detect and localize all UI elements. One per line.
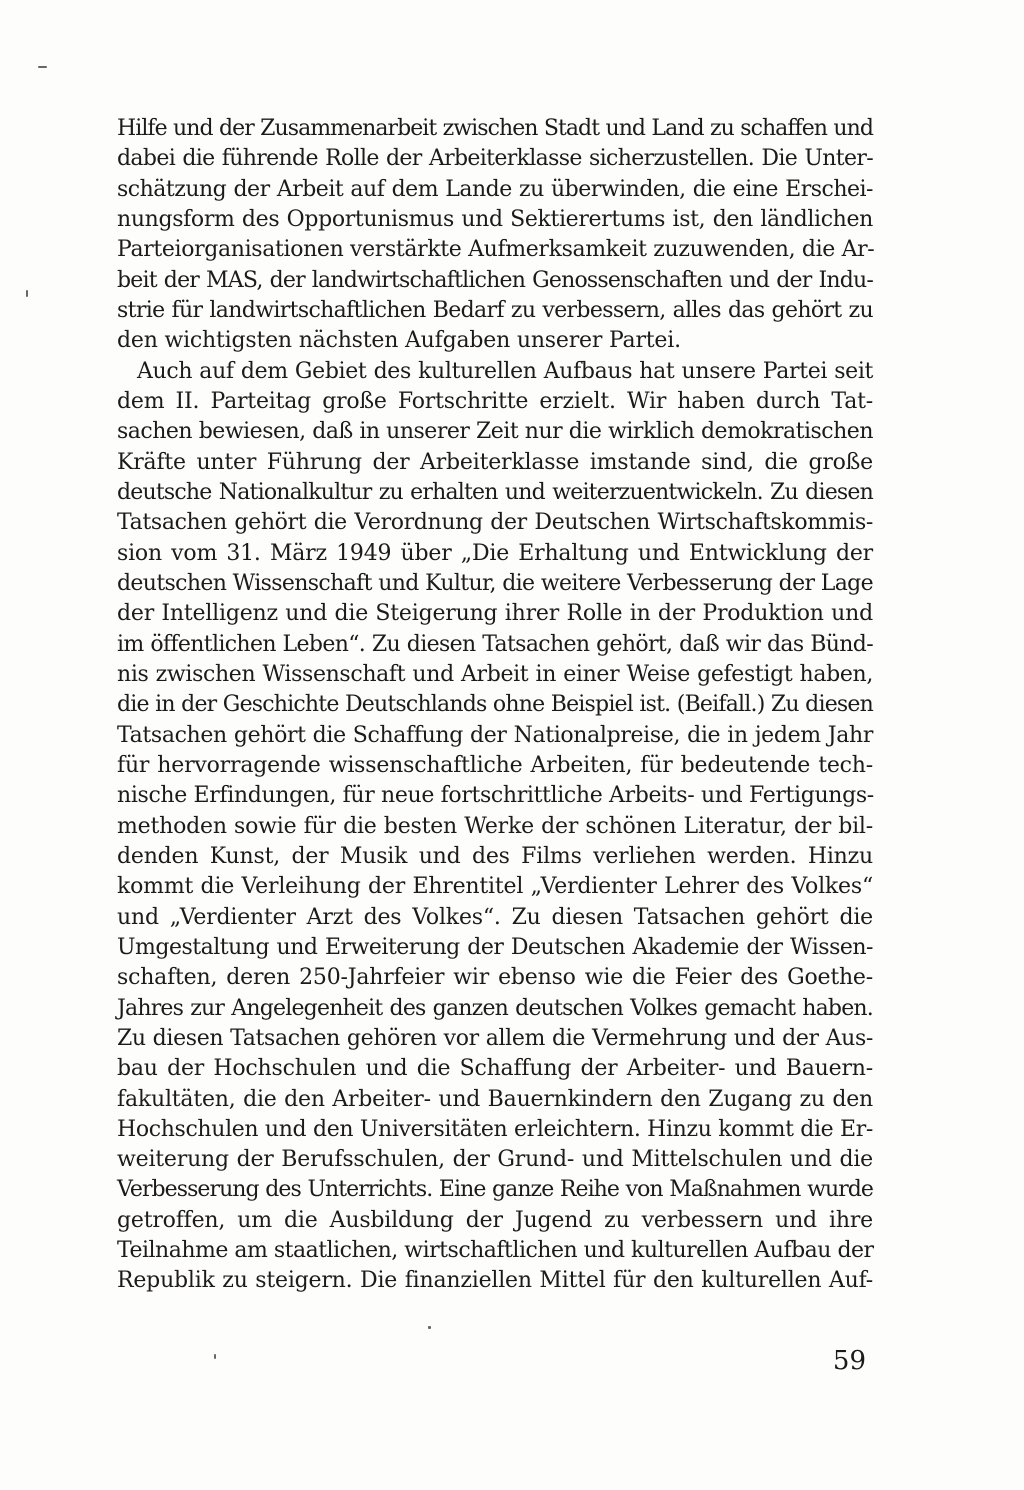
text-line: Jahres zur Angelegenheit des ganzen deutschen Volkes gemacht haben. — [117, 995, 873, 1021]
text-line: beit der MAS, der landwirtschaftlichen Genossenschaften und der Indu- — [117, 267, 873, 293]
text-line: schätzung der Arbeit auf dem Lande zu überwinden, die eine Erschei- — [117, 176, 873, 202]
text-line: kommt die Verleihung der Ehrentitel „Verdienter Lehrer des Volkes“ — [117, 874, 873, 900]
text-line: Umgestaltung und Erweiterung der Deutschen Akademie der Wissen- — [117, 934, 873, 960]
text-line: Parteiorganisationen verstärkte Aufmerksamkeit zuzuwenden, die Ar- — [117, 237, 875, 263]
scan-speck — [214, 1354, 216, 1359]
text-line: Kräfte unter Führung der Arbeiterklasse imstande sind, die große — [117, 449, 873, 475]
text-line: sion vom 31. März 1949 über „Die Erhaltung und Entwicklung der — [117, 540, 873, 566]
text-line: schaften, deren 250-Jahrfeier wir ebenso wie die Feier des Goethe- — [117, 965, 873, 991]
text-line: Hochschulen und den Universitäten erleichtern. Hinzu kommt die Er- — [117, 1116, 873, 1142]
text-line: methoden sowie für die besten Werke der schönen Literatur, der bil- — [117, 813, 873, 839]
text-line: nis zwischen Wissenschaft und Arbeit in einer Weise gefestigt haben, — [117, 661, 873, 687]
text-line: Tatsachen gehört die Schaffung der Nationalpreise, die in jedem Jahr — [117, 722, 873, 748]
text-line: Auch auf dem Gebiet des kulturellen Aufbaus hat unsere Partei seit — [137, 358, 873, 384]
text-line: für hervorragende wissenschaftliche Arbeiten, für bedeutende tech- — [117, 752, 873, 778]
text-line: Zu diesen Tatsachen gehören vor allem die Vermehrung und der Aus- — [117, 1025, 873, 1051]
text-line: deutschen Wissenschaft und Kultur, die weitere Verbesserung der Lage — [117, 570, 873, 596]
text-line: Teilnahme am staatlichen, wirtschaftlichen und kulturellen Aufbau der — [117, 1238, 874, 1264]
text-line: im öffentlichen Leben“. Zu diesen Tatsachen gehört, daß wir das Bünd- — [117, 631, 873, 657]
text-line: dabei die führende Rolle der Arbeiterklasse sicherzustellen. Die Unter- — [117, 146, 873, 172]
text-line: nische Erfindungen, für neue fortschrittliche Arbeits- und Fertigungs- — [117, 783, 874, 809]
text-line: der Intelligenz und die Steigerung ihrer Rolle in der Produktion und — [117, 601, 873, 627]
text-line: nungsform des Opportunismus und Sektierertums ist, den ländlichen — [117, 206, 873, 232]
text-line: den wichtigsten nächsten Aufgaben unserer Partei. — [117, 328, 681, 354]
text-line: Republik zu steigern. Die finanziellen Mittel für den kulturellen Auf- — [117, 1268, 873, 1294]
text-line: fakultäten, die den Arbeiter- und Bauernkindern den Zugang zu den — [117, 1086, 873, 1112]
scan-speck — [428, 1326, 431, 1329]
text-line: weiterung der Berufsschulen, der Grund- und Mittelschulen und die — [117, 1147, 873, 1173]
scan-speck — [26, 290, 28, 297]
page-number: 59 — [832, 1346, 866, 1376]
text-line: sachen bewiesen, daß in unserer Zeit nur die wirklich demokratischen — [117, 419, 873, 445]
text-line: Tatsachen gehört die Verordnung der Deutschen Wirtschaftskommis- — [117, 510, 873, 536]
text-line: und „Verdienter Arzt des Volkes“. Zu diesen Tatsachen gehört die — [117, 904, 873, 930]
text-line: denden Kunst, der Musik und des Films verliehen werden. Hinzu — [117, 843, 873, 869]
text-line: bau der Hochschulen und die Schaffung der Arbeiter- und Bauern- — [117, 1056, 873, 1082]
text-line: die in der Geschichte Deutschlands ohne Beispiel ist. (Beifall.) Zu diesen — [117, 692, 873, 718]
text-line: strie für landwirtschaftlichen Bedarf zu verbessern, alles das gehört zu — [117, 297, 873, 323]
text-line: Hilfe und der Zusammenarbeit zwischen Stadt und Land zu schaffen und — [117, 116, 873, 141]
text-line: deutsche Nationalkultur zu erhalten und weiterzuentwickeln. Zu diesen — [117, 479, 873, 505]
text-line: getroffen, um die Ausbildung der Jugend zu verbessern und ihre — [117, 1207, 873, 1233]
body-text — [117, 114, 873, 1297]
scan-speck — [38, 66, 47, 68]
text-line: dem II. Parteitag große Fortschritte erzielt. Wir haben durch Tat- — [117, 388, 873, 414]
text-line: Verbesserung des Unterrichts. Eine ganze Reihe von Maßnahmen wurde — [117, 1177, 873, 1203]
